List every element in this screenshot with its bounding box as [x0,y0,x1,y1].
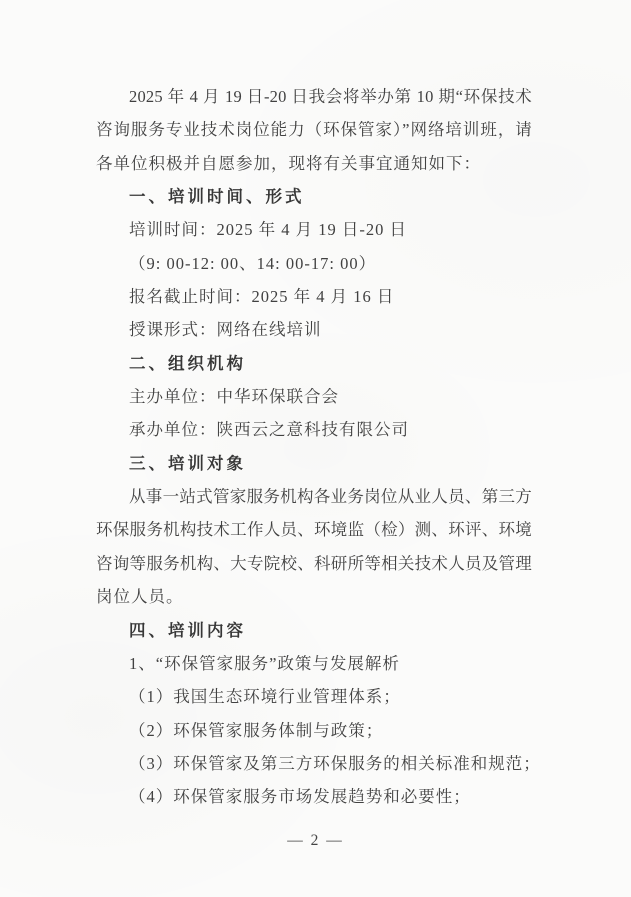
doc-line: 各单位积极并自愿参加，现将有关事宜通知如下： [96,153,481,173]
doc-line: （4）环保管家服务市场发展趋势和必要性； [129,787,471,807]
doc-line: 授课形式：网络在线培训 [129,320,322,340]
section-heading: 二、组织机构 [129,353,246,373]
doc-line: 培训时间：2025 年 4 月 19 日-20 日 [129,220,407,240]
doc-line: （9: 00-12: 00、14: 00-17: 00） [129,253,377,273]
doc-line: 2025 年 4 月 19 日-20 日我会将举办第 10 期“环保技术 [129,87,532,106]
doc-line: （2）环保管家服务体制与政策； [129,720,384,740]
doc-line: 咨询服务专业技术岗位能力（环保管家）”网络培训班，请 [96,120,532,140]
doc-line: 报名截止时间：2025 年 4 月 16 日 [129,287,395,307]
doc-line: 承办单位：陕西云之意科技有限公司 [129,420,409,440]
document-body [96,80,541,814]
doc-line: 岗位人员。 [96,587,184,607]
doc-line: （1）我国生态环境行业管理体系； [129,687,401,707]
section-heading: 三、培训对象 [129,453,246,473]
doc-line: 环保服务机构技术工作人员、环境监（检）测、环评、环境 [96,520,532,540]
doc-line: 1、“环保管家服务”政策与发展解析 [129,653,400,673]
section-heading: 四、培训内容 [129,620,246,640]
page-number: — 2 — [287,832,344,849]
doc-line: 咨询等服务机构、大专院校、科研所等相关技术人员及管理 [96,553,532,573]
section-heading: 一、培训时间、形式 [129,187,305,207]
doc-line: 从事一站式管家服务机构各业务岗位从业人员、第三方 [129,487,532,507]
doc-line: （3）环保管家及第三方环保服务的相关标准和规范； [129,753,541,773]
doc-line: 主办单位：中华环保联合会 [129,387,339,407]
